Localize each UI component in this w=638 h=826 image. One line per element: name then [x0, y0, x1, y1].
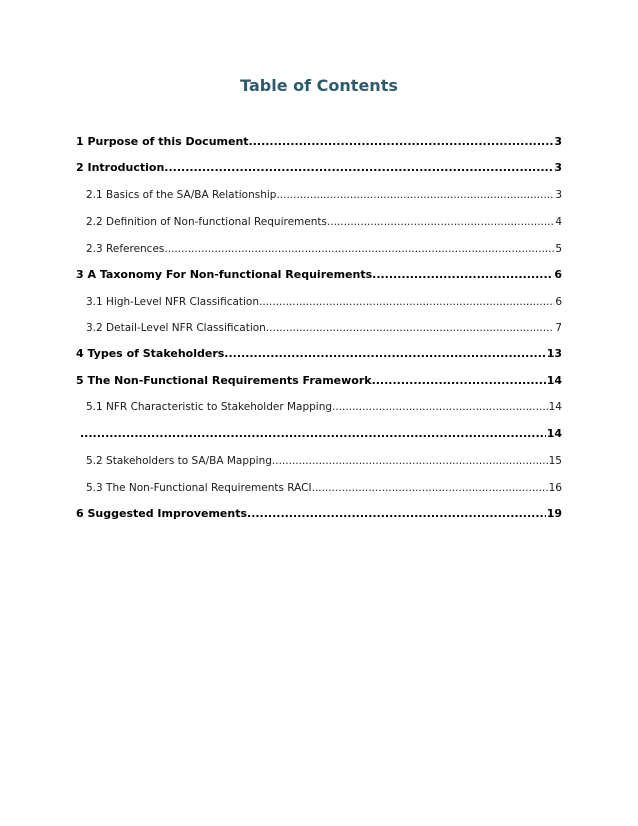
- toc-dot-leader: [164, 241, 554, 257]
- toc-page-number: 15: [548, 455, 562, 467]
- toc-dot-leader: [164, 160, 553, 176]
- toc-page-number: 6: [555, 296, 562, 308]
- toc-entry-text: 3.2 Detail-Level NFR Classification: [86, 322, 266, 334]
- toc-dot-leader: [276, 187, 554, 203]
- toc-entry-1-purpose[interactable]: [76, 134, 562, 150]
- toc-page-number: 3: [554, 161, 562, 174]
- toc-page-number: 3: [554, 135, 562, 148]
- toc-page-number: 14: [546, 374, 562, 387]
- toc-entry-text: 3.1 High-Level NFR Classification: [86, 296, 260, 308]
- page-title: Table of Contents: [240, 76, 398, 95]
- toc-page-number: 14: [546, 427, 562, 440]
- toc-dot-leader: [272, 453, 548, 469]
- toc-dot-leader: [312, 480, 548, 496]
- toc-dot-leader: [80, 426, 546, 442]
- toc-entry-5-3-raci[interactable]: [86, 480, 562, 496]
- toc-dot-leader: [259, 294, 554, 310]
- toc-entry-text: 3 A Taxonomy For Non-functional Requirements: [76, 268, 373, 281]
- toc-page-number: 19: [546, 507, 562, 520]
- toc-entry-untitled[interactable]: [80, 426, 562, 442]
- toc-entry-text: 2 Introduction: [76, 161, 165, 174]
- toc-entry-text: 5.2 Stakeholders to SA/BA Mapping: [86, 455, 272, 467]
- toc-dot-leader: [327, 214, 554, 230]
- toc-entry-5-1-mapping[interactable]: [86, 399, 562, 415]
- toc-dot-leader: [224, 346, 545, 362]
- toc-entry-6-improvements[interactable]: [76, 506, 562, 522]
- toc-dot-leader: [332, 399, 548, 415]
- toc-entry-text: 2.1 Basics of the SA/BA Relationship: [86, 189, 277, 201]
- toc-entry-3-1-high-level[interactable]: [86, 294, 562, 310]
- toc-entry-5-framework[interactable]: [76, 373, 562, 389]
- toc-entry-text: 1 Purpose of this Document: [76, 135, 249, 148]
- toc-page-number: 16: [548, 482, 562, 494]
- toc-entry-2-1-basics[interactable]: [86, 187, 562, 203]
- toc-dot-leader: [266, 320, 555, 336]
- toc-entry-3-2-detail-level[interactable]: [86, 320, 562, 336]
- toc-entry-2-2-definition[interactable]: [86, 214, 562, 230]
- toc-page-number: 7: [555, 322, 562, 334]
- toc-entry-text: 6 Suggested Improvements: [76, 507, 248, 520]
- toc-entry-5-2-stakeholders-mapping[interactable]: [86, 453, 562, 469]
- toc-entry-text: 4 Types of Stakeholders: [76, 347, 225, 360]
- toc-entry-2-3-references[interactable]: [86, 241, 562, 257]
- toc-entry-text: 5.3 The Non-Functional Requirements RACI: [86, 482, 312, 494]
- toc-entry-text: 5.1 NFR Characteristic to Stakeholder Mapping: [86, 401, 333, 413]
- toc-dot-leader: [249, 134, 554, 150]
- toc-page-number: 14: [548, 401, 562, 413]
- toc-dot-leader: [372, 373, 546, 389]
- toc-entry-text: 2.2 Definition of Non-functional Requirements: [86, 216, 327, 228]
- toc-entry-2-introduction[interactable]: [76, 160, 562, 176]
- toc-entry-text: 5 The Non-Functional Requirements Framework: [76, 374, 372, 387]
- toc-dot-leader: [247, 506, 546, 522]
- toc-page-number: 13: [546, 347, 562, 360]
- toc-page-number: 6: [554, 268, 562, 281]
- toc-entry-text: 2.3 References: [86, 243, 165, 255]
- toc-page-number: 4: [555, 216, 562, 228]
- toc-entry-3-taxonomy[interactable]: [76, 267, 562, 283]
- toc-dot-leader: [372, 267, 553, 283]
- toc-page-number: 3: [555, 189, 562, 201]
- toc-page-number: 5: [555, 243, 562, 255]
- toc-entry-4-stakeholders[interactable]: [76, 346, 562, 362]
